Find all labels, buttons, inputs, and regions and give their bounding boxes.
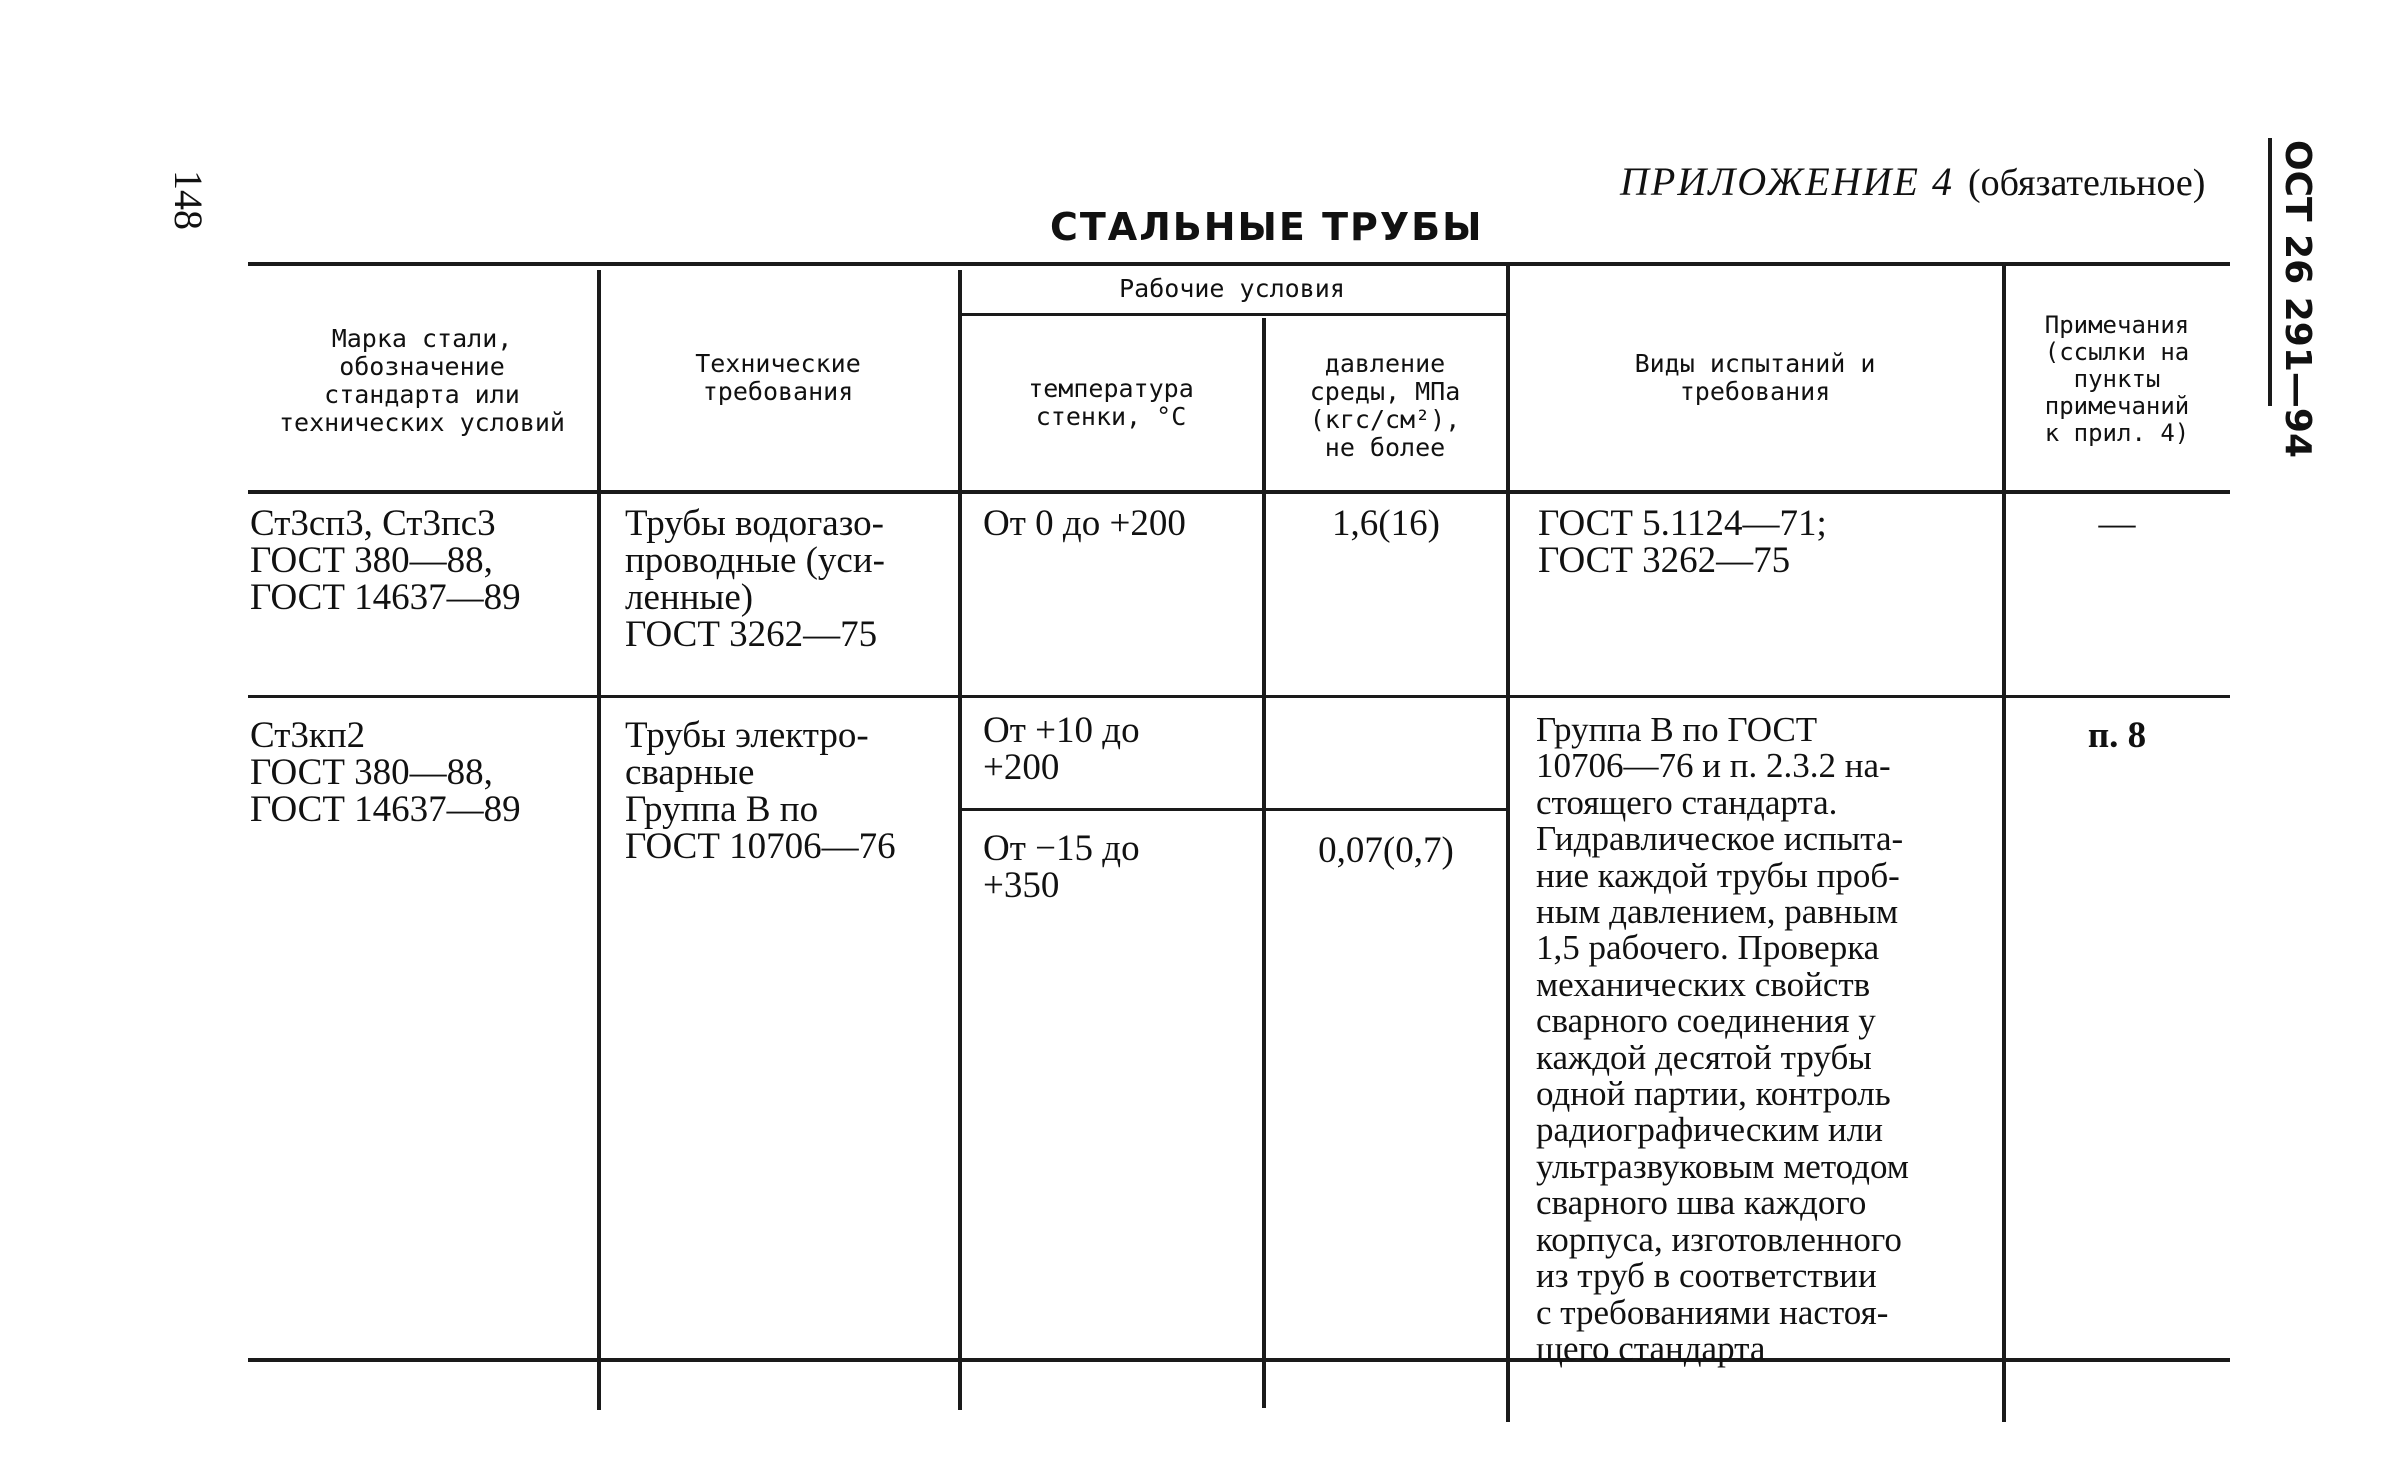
- cell-line: ГОСТ 3262—75: [625, 614, 878, 655]
- cell-line: 10706—76 и п. 2.3.2 на-: [1536, 746, 1891, 786]
- header-working-conditions: Рабочие условия: [1119, 274, 1345, 303]
- header-tests: [1510, 350, 2000, 406]
- col-divider-1: [597, 270, 601, 1410]
- appendix-heading: [1620, 158, 2205, 205]
- cell-line: Ст3кп2: [250, 715, 366, 756]
- table-bottom-rule: [248, 1358, 2230, 1362]
- cell-line: Группа В по: [625, 789, 819, 830]
- header-line: требования: [702, 377, 854, 406]
- header-line: Примечания: [2044, 311, 2190, 339]
- cell-line: 1,5 рабочего. Проверка: [1536, 928, 1880, 968]
- header-line: пункты: [2073, 365, 2161, 393]
- cell-line: ГОСТ 3262—75: [1538, 540, 1791, 581]
- cell-line: От −15 до: [983, 828, 1140, 869]
- header-line: технических условий: [279, 408, 565, 437]
- col-divider-2: [958, 270, 962, 1410]
- cell-line: из труб в соответствии: [1536, 1256, 1877, 1296]
- header-line: Виды испытаний и: [1634, 349, 1876, 378]
- table-top-rule: [248, 262, 2230, 266]
- row2-tech-requirements: [625, 717, 896, 865]
- header-pressure: [1266, 350, 1504, 462]
- row1-bottom-rule: [248, 695, 2230, 698]
- header-notes: [2006, 312, 2228, 447]
- table-title: СТАЛЬНЫЕ ТРУБЫ: [1050, 205, 1484, 249]
- row1-temperature: От 0 до +200: [983, 503, 1186, 544]
- header-line: примечаний: [2044, 392, 2190, 420]
- page-number: 148: [166, 170, 211, 230]
- row1-pressure: 1,6(16): [1332, 503, 1440, 544]
- cell-line: ленные): [625, 577, 754, 618]
- header-line: давление: [1324, 349, 1446, 378]
- header-line: стенки, °С: [1035, 402, 1187, 431]
- row2-temperature-b: [983, 830, 1140, 904]
- header-line: к прил. 4): [2044, 419, 2190, 447]
- header-line: (кгс/см²),: [1309, 405, 1461, 434]
- cell-line: ГОСТ 14637—89: [250, 789, 521, 830]
- header-line: не более: [1324, 433, 1446, 462]
- cell-line: Трубы водогазо-: [625, 503, 884, 544]
- row1-steel-grade: [250, 505, 521, 616]
- cell-line: механических свойств: [1536, 964, 1871, 1004]
- document-code: ОСТ 26 291—94: [2277, 140, 2318, 458]
- header-bottom-rule: [248, 490, 2230, 494]
- cell-line: Гидравлическое испыта-: [1536, 819, 1904, 859]
- header-line: (ссылки на: [2044, 338, 2190, 366]
- cell-line: Группа В по ГОСТ: [1536, 710, 1818, 749]
- cell-line: +200: [983, 747, 1060, 788]
- cell-line: ГОСТ 380—88,: [250, 752, 493, 793]
- cell-line: каждой десятой трубы: [1536, 1037, 1872, 1077]
- header-wall-temperature: [962, 375, 1260, 431]
- appendix-label: ПРИЛОЖЕНИЕ 4: [1620, 159, 1954, 204]
- cell-line: ние каждой трубы проб-: [1536, 855, 1900, 895]
- temp-split-rule: [958, 808, 1506, 811]
- cell-line: с требованиями настоя-: [1536, 1292, 1889, 1332]
- header-line: стандарта или: [324, 380, 520, 409]
- cell-line: ультразвуковым методом: [1536, 1146, 1909, 1186]
- cell-line: одной партии, контроль: [1536, 1074, 1891, 1114]
- row2-tests: [1536, 712, 1909, 1367]
- row2-temperature-a: [983, 712, 1140, 786]
- row2-pressure: 0,07(0,7): [1318, 830, 1454, 871]
- cell-line: От +10 до: [983, 710, 1140, 751]
- cell-line: ГОСТ 10706—76: [625, 826, 896, 867]
- row1-tech-requirements: [625, 505, 885, 653]
- cell-line: Трубы электро-: [625, 715, 869, 756]
- cell-line: стоящего стандарта.: [1536, 782, 1838, 822]
- cell-line: сварного соединения у: [1536, 1001, 1876, 1041]
- cell-line: Ст3сп3, Ст3пс3: [250, 503, 496, 544]
- cell-line: сварные: [625, 752, 755, 793]
- group-header-rule: [958, 313, 1506, 316]
- header-steel-grade: [252, 325, 592, 437]
- doc-code-rule: [2268, 138, 2272, 406]
- header-tech-requirements: [602, 350, 954, 406]
- row1-notes: —: [2098, 503, 2136, 544]
- cell-line: сварного шва каждого: [1536, 1183, 1867, 1223]
- header-line: Технические: [695, 349, 861, 378]
- header-line: требования: [1679, 377, 1831, 406]
- cell-line: ГОСТ 380—88,: [250, 540, 493, 581]
- header-line: температура: [1028, 374, 1194, 403]
- header-line: Марка стали,: [331, 324, 513, 353]
- row2-notes: п. 8: [2087, 715, 2147, 756]
- row2-steel-grade: [250, 717, 521, 828]
- cell-line: радиографическим или: [1536, 1110, 1883, 1150]
- cell-line: ГОСТ 5.1124—71;: [1538, 503, 1827, 544]
- header-line: среды, МПа: [1309, 377, 1461, 406]
- appendix-note: (обязательное): [1967, 162, 2206, 204]
- cell-line: +350: [983, 865, 1060, 906]
- cell-line: ным давлением, равным: [1536, 892, 1899, 932]
- row1-tests: [1538, 505, 1827, 579]
- header-line: обозначение: [339, 352, 505, 381]
- cell-line: щего стандарта: [1536, 1328, 1766, 1368]
- cell-line: корпуса, изготовленного: [1536, 1219, 1902, 1259]
- cell-line: ГОСТ 14637—89: [250, 577, 521, 618]
- cell-line: проводные (уси-: [625, 540, 885, 581]
